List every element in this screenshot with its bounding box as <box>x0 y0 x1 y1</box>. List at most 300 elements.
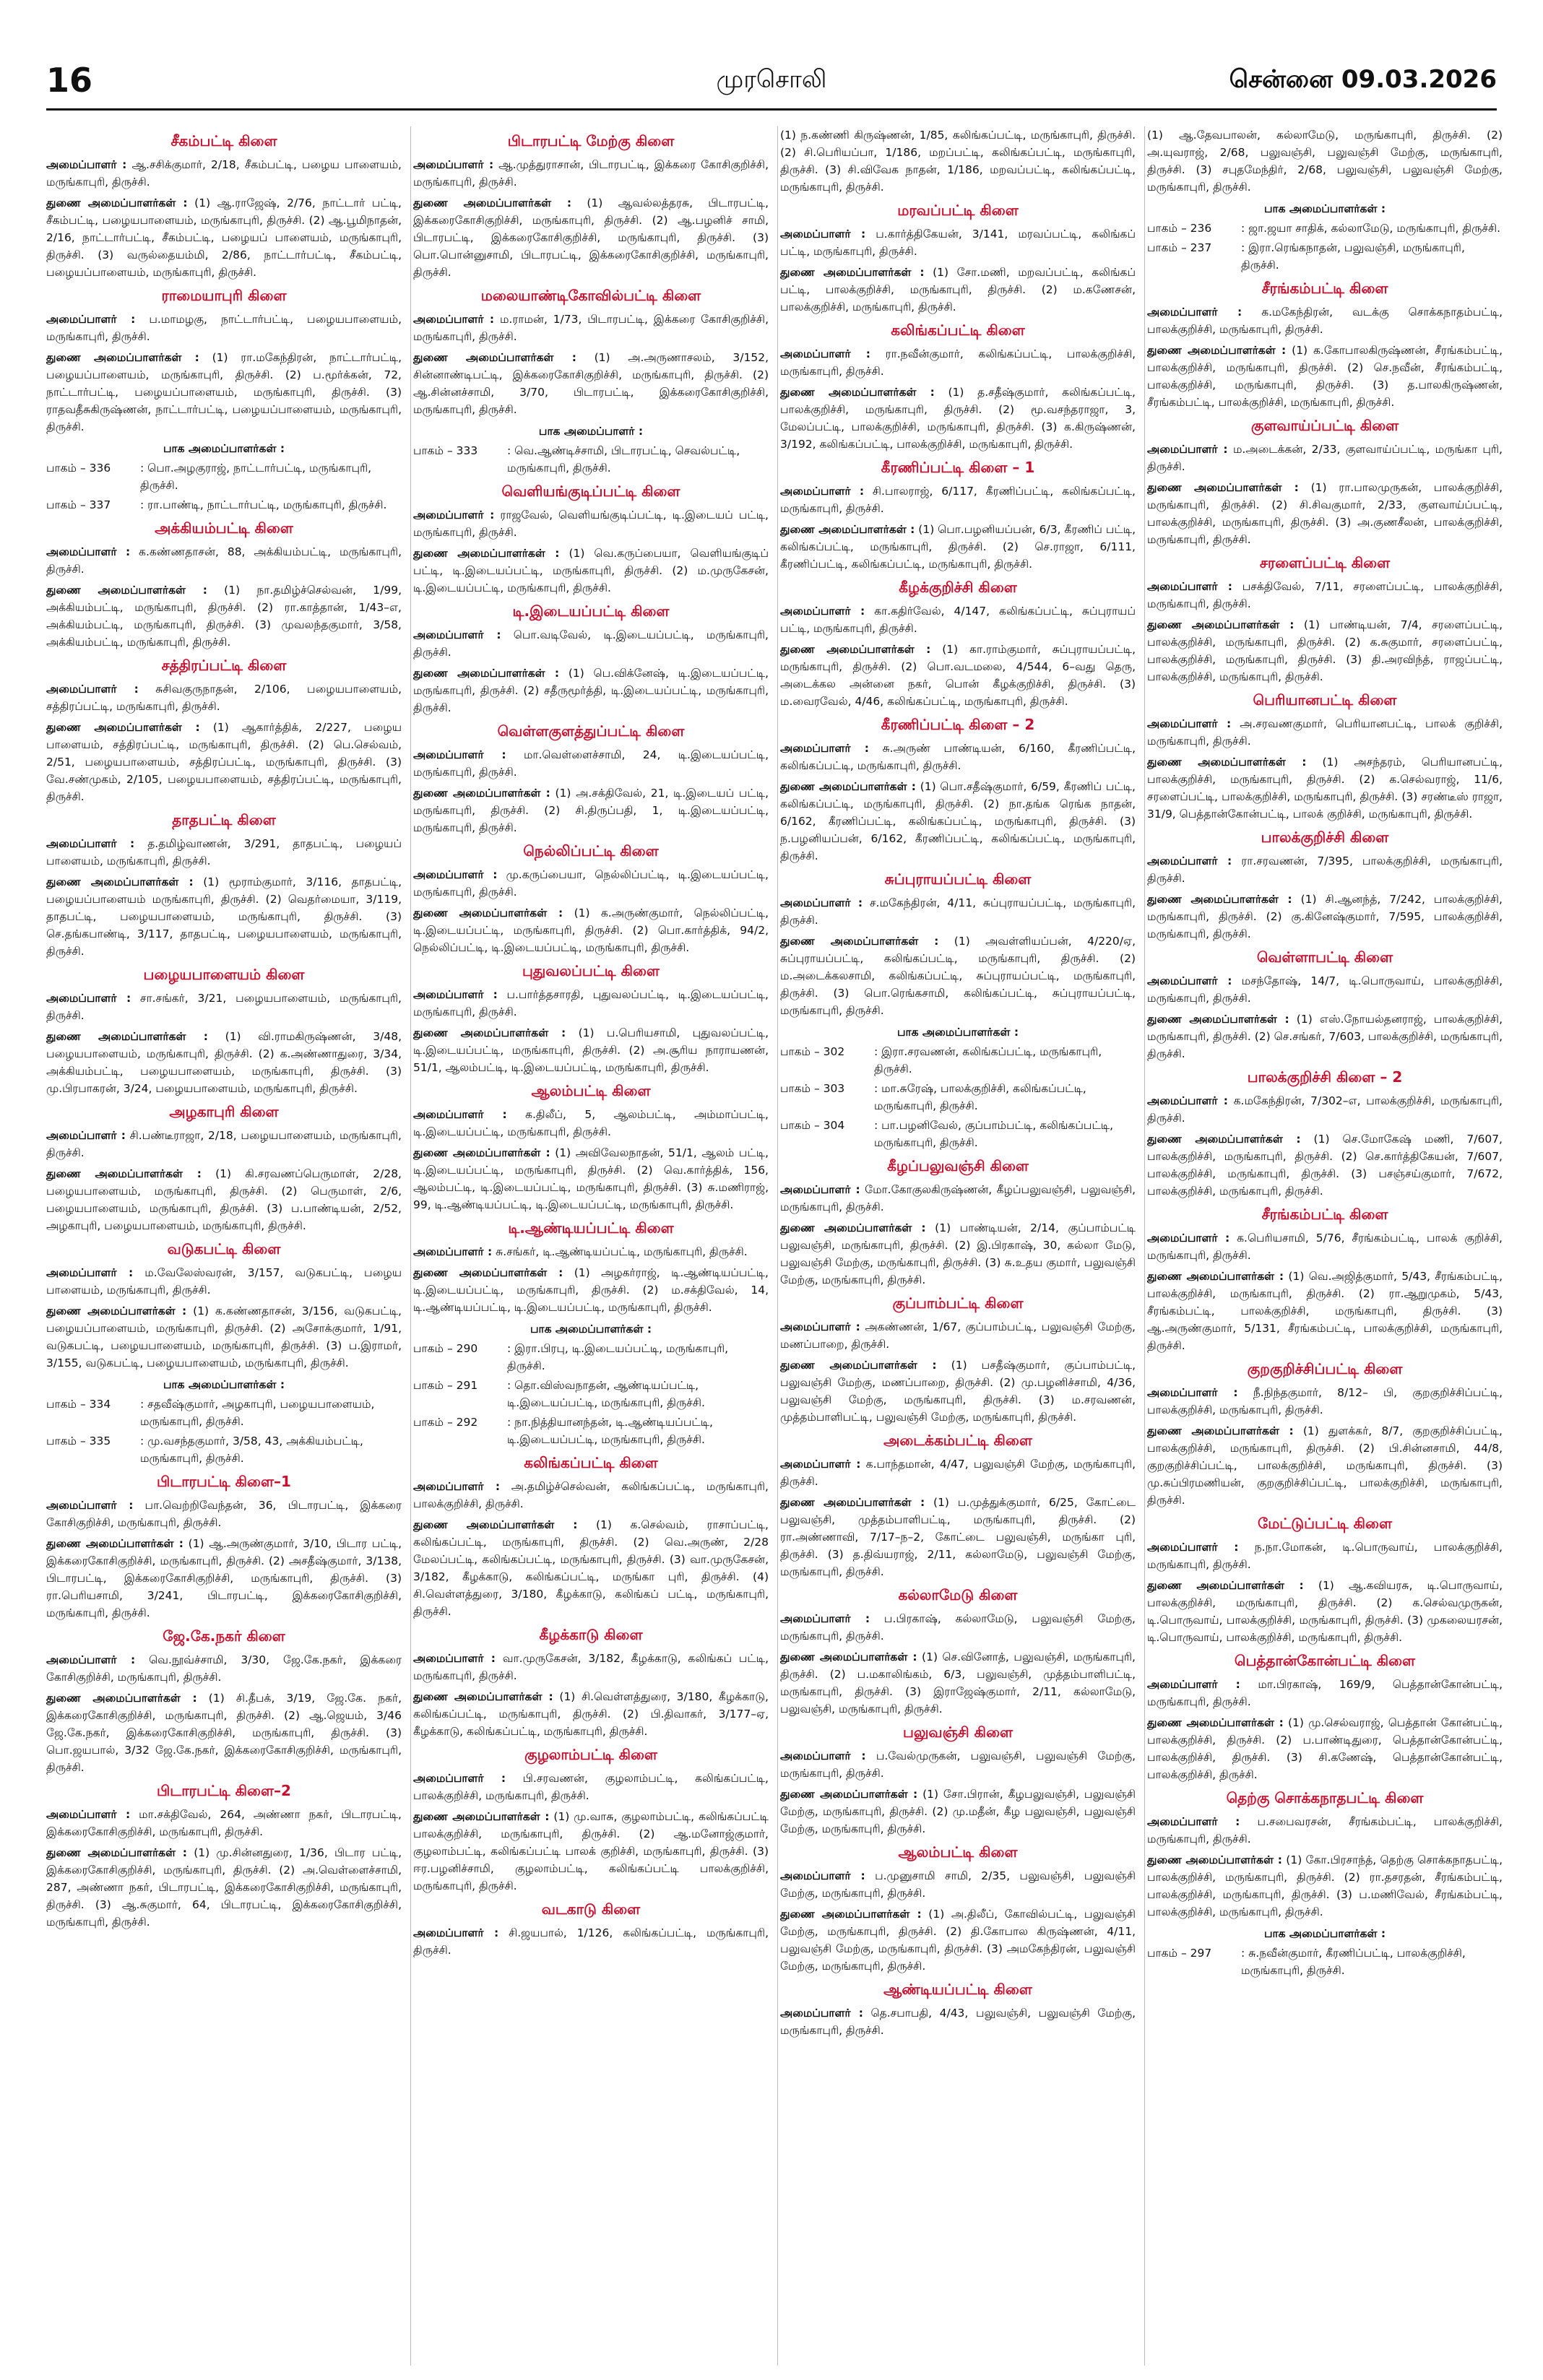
deputy-text: (1) அ.சக்திவேல், 21, டி.இடையப் பட்டி, மருங்காபுரி, திருச்சி. (2) சி.திருப்பதி, 1, டி.இடையப்பட்டி, மருங்காபுரி, திருச்சி. <box>413 787 769 834</box>
organizer-label: அமைப்பாளர் : <box>413 1652 496 1665</box>
deputy-entry <box>46 1302 402 1372</box>
column-divider <box>410 126 411 2366</box>
deputy-label: துணை அமைப்பாளர்கள் : <box>1147 1013 1289 1026</box>
organizer-text: சி.பண்டீராஜா, 2/18, பழையபாளையம், மருங்காபுரி, திருச்சி. <box>46 1129 402 1159</box>
branch-section <box>413 1219 769 1448</box>
branch-section <box>46 1240 402 1467</box>
deputy-entry <box>780 778 1136 865</box>
organizer-entry <box>780 1747 1136 1782</box>
branch-title: கீரணிப்பட்டி கிளை – 2 <box>881 716 1035 733</box>
deputy-entry <box>1147 342 1503 411</box>
deputy-label: துணை அமைப்பாளர்கள் : <box>1147 1853 1283 1866</box>
organizer-text: த.தமிழ்வாணன், 3/291, தாதபட்டி, பழையப் பாளையம், மருங்காபுரி, திருச்சி. <box>46 837 402 867</box>
organizer-text: ப.சபைவரசன், சீரங்கம்பட்டி, பாலக்குறிச்சி, மருங்காபுரி, திருச்சி. <box>1147 1815 1503 1845</box>
branch-title: குழலாம்பட்டி கிளை <box>524 1746 657 1763</box>
part-organizer: : இரா.பிரபு, டி.இடையப்பட்டி, மருங்காபுரி, திருச்சி. <box>507 1342 729 1372</box>
organizer-text: ம.வேலேஸ்வரன், 3/157, வடுகபட்டி, பழைய பாளையம், மருங்காபுரி, திருச்சி. <box>46 1266 402 1297</box>
organizer-label: அமைப்பாளர் : <box>1147 1232 1230 1245</box>
deputy-label: துணை அமைப்பாளர்கள் : <box>46 875 194 888</box>
deputy-label: துணை அமைப்பாளர்கள் : <box>46 351 199 364</box>
deputy-text: (1) பாண்டியன், 2/14, குப்பாம்பட்டி பலுவஞ்சி, மருங்காபுரி, திருச்சி. (2) இ.பிரகாஷ், 30, கல்லா மேடு, பலுவஞ்சி மேற்கு, மருங்காபுரி, திருச்சி. (3) சு.உதய குமார், பலுவஞ்சி மேற்கு, மருங்காபுரி, திருச்சி. <box>780 1221 1136 1286</box>
deputy-entry <box>413 665 769 717</box>
branch-title: ராமையாபுரி கிளை <box>161 287 287 304</box>
organizer-entry <box>1147 1539 1503 1573</box>
branch-section <box>780 459 1136 573</box>
organizer-label: அமைப்பாளர் : <box>413 1772 506 1785</box>
deputy-text: (1) சி.தீபக், 3/19, ஜே.கே. நகர், இக்கரைகோசிகுறிச்சி, மருங்காபுரி, திருச்சி. (2) ஆ.ஜெயம், 3/46 ஜே.கே.நகர், இக்கரைகோசிகுறிச்சி, மருங்காபுரி, திருச்சி. (3) பொ.ஜயபால், 3/32 ஜே.கே.நகர், இக்கரைகோசிகுறிச்சி, மருங்காபுரி, திருச்சி. <box>46 1692 402 1774</box>
branch-title: வடகாடு கிளை <box>541 1900 641 1918</box>
branch-title: சத்திரப்பட்டி கிளை <box>161 657 287 674</box>
deputy-text: (1) க.கோபாலகிருஷ்ணன், சீரங்கம்பட்டி, பாலக்குறிச்சி, மருங்காபுரி, திருச்சி. (2) செ.நவீன், சீரங்கம்பட்டி, பாலக்குறிச்சி, மருங்காபுரி, திருச்சி. (3) த.பாலகிருஷ்ணன், சீரங்கம்பட்டி, பாலக்குறிச்சி, மருங்காபுரி, திருச்சி. <box>1147 344 1503 409</box>
part-row <box>413 1340 769 1375</box>
organizer-label: அமைப்பாளர் : <box>1147 580 1233 593</box>
organizer-label: அமைப்பாளர் : <box>1147 1678 1240 1691</box>
organizer-text: க.மகேந்திரன், வடக்கு சொக்கநாதம்பட்டி, பாலக்குறிச்சி, மருங்காபுரி, திருச்சி. <box>1147 306 1503 336</box>
organizer-label: அமைப்பாளர் : <box>1147 974 1232 987</box>
part-organizer: : இரா.ரெங்கநாதன், பலுவஞ்சி, மருங்காபுரி, திருச்சி. <box>1241 241 1465 272</box>
deputy-label: துணை அமைப்பாளர்கள் : <box>1147 1270 1284 1283</box>
organizer-entry <box>413 311 769 345</box>
deputy-entry <box>780 384 1136 453</box>
deputy-label: துணை அமைப்பாளர்கள் : <box>780 1221 926 1234</box>
organizer-entry <box>780 1610 1136 1645</box>
deputy-entry <box>46 873 402 960</box>
organizer-text: ராஜவேல், வெளியங்குடிப்பட்டி, டி.இடையப் பட்டி, மருங்காபுரி, திருச்சி. <box>413 509 769 539</box>
deputy-text: (1) சி.வெள்ளத்துரை, 3/180, கீழக்காடு, கலிங்கப்பட்டி, மருங்காபுரி, திருச்சி. (2) பி.திவாகர், 3/177–ஏ, கீழக்காடு, கலிங்கப்பட்டி, மருங்காபுரி, திருச்சி. <box>413 1690 769 1738</box>
organizer-text: ம.ராமன், 1/73, பிடாரபட்டி, இக்கரை கோசிகுறிச்சி, மருங்காபுரி, திருச்சி. <box>413 313 769 343</box>
organizer-text: அ.தமிழ்ச்செல்வன், கலிங்கப்பட்டி, மருங்காபுரி, பாலக்குறிச்சி, திருச்சி. <box>413 1480 769 1510</box>
branch-title: கலிங்கப்பட்டி கிளை <box>524 1454 658 1471</box>
deputy-text: (1) பசதீஷ்குமார், குப்பாம்பட்டி, பலுவஞ்சி மேற்கு, மணப்பாறை, திருச்சி. (2) மு.பழனிச்சாமி, 4/36, பலுவஞ்சி மேற்கு, மருங்காபுரி, திருச்சி. (3) ம.சரவணன், முத்தம்பாளிபட்டி, பலுவஞ்சி மேற்கு, மருங்காபுரி, திருச்சி. <box>780 1359 1136 1424</box>
deputy-text: (1) அ.திலீப், கோவில்பட்டி, பலுவஞ்சி மேற்கு, மருங்காபுரி, திருச்சி. (2) தி.கோபால கிருஷ்ணன், 4/11, பலுவஞ்சி மேற்கு, மருங்காபுரி, திருச்சி. (3) அமகேந்திரன், பலுவஞ்சி மேற்கு, மருங்காபுரி, திருச்சி. <box>780 1908 1136 1973</box>
organizer-entry <box>1147 852 1503 887</box>
deputy-label: துணை அமைப்பாளர்கள் : <box>1147 618 1295 631</box>
organizer-text: அகண்ணன், 1/67, குப்பாம்பட்டி, பலுவஞ்சி மேற்கு, மணப்பாறை, திருச்சி. <box>780 1320 1136 1351</box>
deputy-entry <box>780 932 1136 1019</box>
deputy-entry <box>413 1024 769 1076</box>
page-number: 16 <box>46 61 93 100</box>
organizer-text: ரா.சரவணன், 7/395, பாலக்குறிச்சி, மருங்காபுரி, திருச்சி. <box>1147 854 1503 885</box>
organizer-label: அமைப்பாளர் : <box>780 1458 861 1471</box>
deputy-text: (1) ஆவல்லத்தரசு, பிடாரபட்டி, இக்கரைகோசிகுறிச்சி, மருங்காபுரி, திருச்சி. (2) ஆ.பழனிச் சாமி, பிடாரபட்டி, இக்கரைகோசிகுறிச்சி, மருங்காபுரி, திருச்சி. (3) பொ.பொன்னுசாமி, பிடாரபட்டி, இக்கரைகோசிகுறிச்சி, மருங்காபுரி, திருச்சி. <box>413 196 769 279</box>
branch-section <box>780 870 1136 1151</box>
part-organizer: : வெ.ஆண்டிச்சாமி, பிடாரபட்டி, செவல்பட்டி, மருங்காபுரி, திருச்சி. <box>507 444 740 475</box>
branch-section <box>46 1103 402 1234</box>
organizer-label: அமைப்பாளர் : <box>413 1480 501 1493</box>
deputy-text: (1) செ.மோகேஷ் மணி, 7/607, பாலக்குறிச்சி, மருங்காபுரி, திருச்சி. (2) செ.கார்த்திகேயன், 7/607, பாலக்குறிச்சி, மருங்காபுரி, திருச்சி. (3) பசஞ்சய்குமார், 7/672, பாலக்குறிச்சி, மருங்காபுரி, திருச்சி. <box>1147 1133 1503 1198</box>
organizer-label: அமைப்பாளர் : <box>413 868 498 881</box>
organizer-text: மா.பிரகாஷ், 169/9, பெத்தான்கோன்பட்டி, மருங்காபுரி, திருச்சி. <box>1147 1678 1503 1708</box>
organizer-label: அமைப்பாளர் : <box>780 896 863 909</box>
deputy-entry <box>413 904 769 956</box>
organizer-entry <box>780 1181 1136 1216</box>
deputy-label: துணை அமைப்பாளர்கள் : <box>780 386 935 399</box>
part-row <box>1147 220 1503 237</box>
organizer-text: சா.சங்கர், 3/21, பழையபாளையம், மருங்காபுரி, திருச்சி. <box>46 992 402 1022</box>
organizer-text: ப.கார்த்திகேயன், 3/141, மரவப்பட்டி, கலிங்கப் பட்டி, மருங்காபுரி, திருச்சி. <box>780 228 1136 258</box>
branch-section <box>780 202 1136 316</box>
organizer-label: அமைப்பாளர் : <box>780 1183 860 1196</box>
branch-title: கீழக்காடு கிளை <box>539 1626 643 1643</box>
deputy-entry <box>46 194 402 281</box>
part-organizer: : தொ.விஸ்வநாதன், ஆண்டியப்பட்டி, டி.இடையப்பட்டி, மருங்காபுரி, திருச்சி. <box>507 1379 705 1409</box>
branch-section <box>780 579 1136 710</box>
deputy-text: (1) ந.கண்ணி கிருஷ்ணன், 1/85, கலிங்கப்பட்டி, மருங்காபுரி, திருச்சி. (2) சி.பெரியப்பா, 1/186, மறப்பட்டி, கலிங்கப்பட்டி, மருங்காபுரி, திருச்சி. (3) சி.விவேக நாதன், 1/186, மறவப்பட்டி, கலிங்கப்பட்டி, மருங்காபுரி, திருச்சி. <box>780 129 1136 194</box>
part-heading: பாக அமைப்பாளர்கள் : <box>530 1323 652 1336</box>
branch-title: அக்கியம்பட்டி கிளை <box>155 519 293 537</box>
branch-title: வெளியங்குடிப்பட்டி கிளை <box>501 483 680 500</box>
organizer-entry <box>46 680 402 715</box>
organizer-entry <box>46 1127 402 1161</box>
branch-section <box>46 1627 402 1776</box>
deputy-text: (1) கா.ராம்குமார், சுப்புராயப்பட்டி, மருங்காபுரி, திருச்சி. (2) பொ.வடமலை, 4/544, 6–வது தெரு, அடைக்கல அன்னை நகர், பொன் கீழக்குறிச்சி, திருச்சி. (3) ம.வைரவேல், 4/46, கலிங்கப்பட்டி, மருங்காபுரி, திருச்சி. <box>780 643 1136 708</box>
deputy-text: (1) மு.செல்வராஜ், பெத்தான் கோன்பட்டி, பாலக்குறிச்சி, திருச்சி. (2) ப.பாண்டிதுரை, பெத்தான்கோன்பட்டி, பாலக்குறிச்சி, திருச்சி. (3) சி.கணேஷ், பெத்தான்கோன்பட்டி, பாலக்குறிச்சி, திருச்சி. <box>1147 1716 1503 1781</box>
deputy-label: துணை அமைப்பாளர்கள் : <box>46 196 188 209</box>
deputy-entry <box>1147 616 1503 685</box>
organizer-entry <box>413 866 769 901</box>
organizer-label: அமைப்பாளர் : <box>413 988 498 1001</box>
branch-title: குளவாய்ப்பட்டி கிளை <box>1250 417 1399 434</box>
deputy-text: (1) க.கண்ணதாசன், 3/156, வடுகபட்டி, பழையப்பாளையம், மருங்காபுரி, திருச்சி. (2) அசோக்குமார், 1/91, வடுகபட்டி, பழையபாளையம், மருங்காபுரி, திருச்சி. (3) ப.இராமர், 3/155, வடுகபட்டி, பழையபாளையம், மருங்காபுரி, திருச்சி. <box>46 1304 402 1369</box>
part-number: பாகம் – 302 <box>780 1045 845 1058</box>
deputy-label: துணை அமைப்பாளர்கள் : <box>46 1030 208 1043</box>
organizer-text: மசந்தோஷ், 14/7, டி.பொருவாய், பாலக்குறிச்சி, மருங்காபுரி, திருச்சி. <box>1147 974 1503 1005</box>
deputy-label: துணை அமைப்பாளர்கள் : <box>780 935 939 948</box>
deputy-label: துணை அமைப்பாளர்கள் : <box>46 1167 202 1180</box>
branch-section <box>46 966 402 1097</box>
branch-section <box>780 1586 1136 1718</box>
organizer-text: ப.பார்த்தசாரதி, புதுவலப்பட்டி, டி.இடையப்பட்டி, மருங்காபுரி, திருச்சி. <box>413 988 769 1018</box>
part-row <box>413 1377 769 1411</box>
branch-title: பெரியானபட்டி கிளை <box>1253 691 1397 709</box>
deputy-entry <box>413 784 769 836</box>
deputy-label: துணை அமைப்பாளர்கள் : <box>46 721 200 734</box>
deputy-entry <box>1147 479 1503 548</box>
organizer-entry <box>413 986 769 1021</box>
organizer-text: மா.சக்திவேல், 264, அண்ணா நகர், பிடாரபட்டி, இக்கரைகோசிகுறிச்சி, மருங்காபுரி, திருச்சி. <box>46 1808 402 1838</box>
organizer-entry <box>1147 1813 1503 1848</box>
organizer-label: அமைப்பாளர் : <box>46 837 135 850</box>
deputy-text: (1) பாண்டியன், 7/4, சரளைப்பட்டி, பாலக்குறிச்சி, மருங்காபுரி, திருச்சி. (2) க.சுகுமார், சரளைப்பட்டி, பாலக்குறிச்சி, மருங்காபுரி, திருச்சி. (3) தி.அரவிந்த், ராஜப்பட்டி, பாலக்குறிச்சி, மருங்காபுரி, திருச்சி. <box>1147 618 1503 683</box>
organizer-text: அ.சரவணகுமார், பெரியானபட்டி, பாலக் குறிச்சி, மருங்காபுரி, திருச்சி. <box>1147 717 1503 748</box>
branch-section <box>1147 691 1503 823</box>
deputy-label: துணை அமைப்பாளர்கள் : <box>780 266 925 279</box>
organizer-label: அமைப்பாளர் : <box>1147 717 1232 730</box>
deputy-label: துணை அமைப்பாளர்கள் : <box>413 1810 550 1823</box>
deputy-text: (1) பெ.விக்னேஷ், டி.இடையப்பட்டி, மருங்காபுரி, திருச்சி. (2) சதீருமூர்த்தி, டி.இடையப்பட்டி, மருங்காபுரி, திருச்சி. <box>413 667 769 714</box>
deputy-entry <box>1147 1577 1503 1646</box>
organizer-label: அமைப்பாளர் : <box>46 1266 134 1279</box>
deputy-entry <box>46 1535 402 1622</box>
part-number: பாகம் – 337 <box>46 498 111 511</box>
deputy-entry <box>780 641 1136 710</box>
organizer-label: அமைப்பாளர் : <box>413 509 495 522</box>
organizer-text: தெ.சபாபதி, 4/43, பலுவஞ்சி, பலுவஞ்சி மேற்கு, மருங்காபுரி, திருச்சி. <box>780 2007 1136 2037</box>
organizer-label: அமைப்பாளர் : <box>46 992 131 1005</box>
deputy-entry <box>46 1844 402 1931</box>
part-heading: பாக அமைப்பாளர்கள் : <box>896 1026 1019 1039</box>
deputy-text: (1) ஆ.கவியரசு, டி.பொருவாய், பாலக்குறிச்சி, மருங்காபுரி, திருச்சி. (2) க.செல்வமுருகன், டி.பொருவாய், பாலக்குறிச்சி, மருங்காபுரி, திருச்சி. (3) முகலையரசன், டி.பொருவாய், பாலக்குறிச்சி, மருங்காபுரி, திருச்சி. <box>1147 1579 1503 1644</box>
deputy-text: (1) மு.வாசு, குழலாம்பட்டி, கலிங்கப்பட்டி பாலக்குறிச்சி, மருங்காபுரி, திருச்சி. (2) ஆ.மனோஜ்குமார், குழலாம்பட்டி, கலிங்கப்பட்டி பாலக் குறிச்சி, மருங்காபுரி, திருச்சி. (3) ஈர.பழனிச்சாமி, குழலாம்பட்டி, கலிங்கப்பட்டி பாலக்குறிச்சி, மருங்காபுரி, திருச்சி. <box>413 1810 769 1892</box>
organizer-entry <box>413 1650 769 1684</box>
organizer-entry <box>780 1455 1136 1490</box>
organizer-label: அமைப்பாளர் : <box>46 313 136 326</box>
deputy-text: (1) அவிவேலநாதன், 51/1, ஆலம் பட்டி, டி.இடையப்பட்டி, மருங்காபுரி, திருச்சி. (2) வெ.கார்த்திக், 156, ஆலம்பட்டி, டி.இடையப்பட்டி, மருங்காபுரி, திருச்சி. (3) சு.மணிராஜ், 99, டி.ஆண்டியப்பட்டி, டி.இடையப்பட்டி, மருங்காபுரி, திருச்சி. <box>413 1146 769 1211</box>
organizer-label: அமைப்பாளர் : <box>780 1869 865 1882</box>
organizer-entry <box>413 1924 769 1959</box>
part-organizer: : ஜா.ஜயா சாதிக், கல்லாமேடு, மருங்காபுரி, திருச்சி. <box>1241 222 1501 235</box>
deputy-text: (1) அழகர்ராஜ், டி.ஆண்டியப்பட்டி, டி.இடையப்பட்டி, மருங்காபுரி, திருச்சி. (2) ம.சக்திவேல், 14, டி.ஆண்டியப்பட்டி, டி.இடையப்பட்டி, மருங்காபுரி, திருச்சி. <box>413 1266 769 1314</box>
organizer-label: அமைப்பாளர் : <box>413 1926 499 1939</box>
deputy-label: துணை அமைப்பாளர்கள் : <box>46 1537 183 1550</box>
organizer-text: ம.அடைக்கன், 2/33, குளவாய்ப்பட்டி, மருங்கா புரி, திருச்சி. <box>1147 443 1503 473</box>
branch-section <box>1147 126 1503 274</box>
deputy-label: துணை அமைப்பாளர்கள் : <box>413 547 560 560</box>
deputy-label: துணை அமைப்பாளர்கள் : <box>780 1359 937 1372</box>
branch-title: பாலக்குறிச்சி கிளை – 2 <box>1247 1068 1403 1086</box>
branch-title: டி.இடையப்பட்டி கிளை <box>512 602 670 620</box>
branch-section <box>780 1157 1136 1289</box>
organizer-entry <box>780 483 1136 517</box>
deputy-entry <box>46 349 402 436</box>
dateline: சென்னை 09.03.2026 <box>1229 65 1497 94</box>
branch-title: தாதபட்டி கிளை <box>172 811 276 828</box>
organizer-text: ப.வேல்முருகன், பலுவஞ்சி, பலுவஞ்சி மேற்கு, மருங்காபுரி, திருச்சி. <box>780 1749 1136 1780</box>
part-number: பாகம் – 336 <box>46 462 111 475</box>
organizer-entry <box>413 156 769 191</box>
organizer-text: பா.வெற்றிவேந்தன், 36, பிடாரபட்டி, இக்கரை கோசிகுறிச்சி, மருங்காபுரி, திருச்சி. <box>46 1499 402 1529</box>
deputy-label: துணை அமைப்பாளர்கள் : <box>1147 1716 1284 1729</box>
column-divider <box>777 126 778 2366</box>
organizer-entry <box>1147 1092 1503 1127</box>
organizer-label: அமைப்பாளர் : <box>780 228 866 241</box>
branch-section <box>413 722 769 836</box>
organizer-text: மா.வெள்ளைச்சாமி, 24, டி.இடையப்பட்டி, மருங்காபுரி, திருச்சி. <box>413 748 769 779</box>
deputy-entry <box>413 1808 769 1895</box>
deputy-label: துணை அமைப்பாளர்கள் : <box>413 351 576 364</box>
part-row <box>780 1080 1136 1115</box>
organizer-label: அமைப்பாளர் : <box>780 1612 870 1625</box>
deputy-entry <box>46 1028 402 1097</box>
branch-title: கீழப்பலுவஞ்சி கிளை <box>887 1157 1029 1174</box>
deputy-text: (1) கோ.பிரசாந்த், தெற்கு சொக்கநாதபட்டி, பாலக்குறிச்சி, மருங்காபுரி, திருச்சி. (2) ரா.தசரதன், சீரங்கம்பட்டி, பாலக்குறிச்சி, மருங்காபுரி, திருச்சி. (3) ப.மணிவேல், சீரங்கம்பட்டி, பாலக்குறிச்சி, மருங்காபுரி, திருச்சி. <box>1147 1853 1503 1918</box>
part-organizer: : சு.நவீன்குமார், கீரணிப்பட்டி, பாலக்குறிச்சி, மருங்காபுரி, திருச்சி. <box>1241 1947 1466 1977</box>
part-number: பாகம் – 290 <box>413 1342 478 1355</box>
deputy-entry <box>1147 126 1503 196</box>
organizer-entry <box>780 225 1136 260</box>
organizer-label: அமைப்பாளர் : <box>780 2007 863 2020</box>
organizer-label: அமைப்பாளர் : <box>413 1108 507 1121</box>
organizer-text: சு.சங்கர், டி.ஆண்டியப்பட்டி, மருங்காபுரி, திருச்சி. <box>496 1245 748 1258</box>
branch-section <box>413 1454 769 1620</box>
organizer-entry <box>1147 972 1503 1007</box>
deputy-label: துணை அமைப்பாளர்கள் : <box>1147 1579 1304 1592</box>
deputy-entry <box>780 1905 1136 1975</box>
branch-section <box>413 842 769 956</box>
deputy-label: துணை அமைப்பாளர்கள் : <box>46 1304 187 1317</box>
part-organizer: : மா.சுரேஷ், பாலக்குறிச்சி, கலிங்கப்பட்டி, மருங்காபுரி, திருச்சி. <box>874 1082 1086 1112</box>
branch-section <box>1147 554 1503 685</box>
organizer-text: க.திலீப், 5, ஆலம்பட்டி, அம்மாப்பட்டி, டி.இடையப்பட்டி, மருங்காபுரி, திருச்சி. <box>413 1108 769 1138</box>
part-number: பாகம் – 236 <box>1147 222 1212 235</box>
deputy-label: துணை அமைப்பாளர்கள் : <box>413 906 563 919</box>
part-organizer: : நா.நித்தியானந்தன், டி.ஆண்டியப்பட்டி, டி.இடையப்பட்டி, மருங்காபுரி, திருச்சி. <box>507 1416 713 1446</box>
branch-section <box>780 1843 1136 1975</box>
organizer-text: க.பாந்தமான், 4/47, பலுவஞ்சி மேற்கு, மருங்காபுரி, திருச்சி. <box>780 1458 1136 1488</box>
organizer-entry <box>413 1106 769 1141</box>
deputy-text: (1) ரா.மகேந்திரன், நாட்டார்பட்டி, பழையப்பாளையம், மருங்காபுரி, திருச்சி. (2) ப.மூர்க்கன், 72, நாட்டார்பட்டி, பழையப்பாளையம், மருங்காபுரி, திருச்சி. (3) ராதவதீசுகிருஷ்ணன், நாட்டார்பட்டி, பழையப்பாளையம், மருங்காபுரி, திருச்சி. <box>46 351 402 433</box>
organizer-label: அமைப்பாளர் : <box>46 1499 134 1512</box>
deputy-label: துணை அமைப்பாளர்கள் : <box>413 667 560 680</box>
branch-section <box>1147 1206 1503 1354</box>
organizer-label: அமைப்பாளர் : <box>413 313 495 326</box>
deputy-entry <box>413 1144 769 1213</box>
organizer-label: அமைப்பாளர் : <box>780 1749 866 1762</box>
deputy-text: (1) துளக்கர், 8/7, குறகுறிச்சிப்பட்டி, பாலக்குறிச்சி, மருங்காபுரி, திருச்சி. (2) பி.சின்னசாமி, 44/8, குறகுறிச்சிப்பட்டி, பாலக்குறிச்சி, மருங்காபுரி, திருச்சி. (3) மு.சுப்பிரமணியன், குறகுறிச்சிப்பட்டி, பாலக்குறிச்சி, மருங்காபுரி, திருச்சி. <box>1147 1424 1503 1507</box>
organizer-entry <box>46 311 402 345</box>
branch-section <box>46 1782 402 1931</box>
deputy-text: (1) சி.ஆனந்த், 7/242, பாலக்குறிச்சி, மருங்காபுரி, திருச்சி. (2) கு.கினேஷ்குமார், 7/595, பாலக்குறிச்சி, மருங்காபுரி, திருச்சி. <box>1147 893 1503 940</box>
organizer-entry <box>46 835 402 870</box>
organizer-text: நீ.நிந்தகுமார், 8/12– பி, குறகுறிச்சிப்பட்டி, பாலக்குறிச்சி, மருங்காபுரி, திருச்சி. <box>1147 1386 1503 1416</box>
organizer-text: சு.அருண் பாண்டியன், 6/160, கீரணிப்பட்டி, கலிங்கப்பட்டி, மருங்காபுரி, திருச்சி. <box>780 742 1136 772</box>
organizer-text: ப.மாமழகு, நாட்டார்பட்டி, பழையபாளையம், மருங்காபுரி, திருச்சி. <box>46 313 402 343</box>
deputy-entry <box>46 581 402 651</box>
organizer-entry <box>780 894 1136 929</box>
deputy-entry <box>1147 753 1503 823</box>
organizer-text: க.பெரியசாமி, 5/76, சீரங்கம்பட்டி, பாலக் குறிச்சி, மருங்காபுரி, திருச்சி. <box>1147 1232 1503 1262</box>
organizer-entry <box>1147 1229 1503 1264</box>
deputy-label: துணை அமைப்பாளர்கள் : <box>1147 344 1287 357</box>
branch-section <box>1147 948 1503 1063</box>
organizer-entry <box>1147 715 1503 750</box>
deputy-label: துணை அமைப்பாளர்கள் : <box>46 584 207 597</box>
deputy-text: (1) வி.ராமகிருஷ்ணன், 3/48, பழையபாளையம், மருங்காபுரி, திருச்சி. (2) க.அண்ணாதுரை, 3/34, அக்கியம்பட்டி, பழையபாளையம், மருங்காபுரி, திருச்சி. (3) மு.பிரபாகரன், 3/24, பழையபாளையம், மருங்காபுரி, திருச்சி. <box>46 1030 402 1095</box>
deputy-entry <box>413 349 769 418</box>
part-organizer: : இரா.சரவணன், கலிங்கப்பட்டி, மருங்காபுரி, திருச்சி. <box>874 1045 1102 1076</box>
branch-section <box>1147 1068 1503 1200</box>
organizer-entry <box>46 1806 402 1840</box>
organizer-entry <box>413 746 769 781</box>
deputy-text: (1) அ.அருணாசலம், 3/152, சின்னாண்டிபட்டி, இக்கரைகோசிகுறிச்சி, மருங்காபுரி, திருச்சி. (2) ஆ.சின்னச்சாமி, 3/70, பிடாரபட்டி, இக்கரைகோசிகுறிச்சி, மருங்காபுரி, திருச்சி. <box>413 351 769 416</box>
branch-title: மலையாண்டிகோவில்பட்டி கிளை <box>480 287 701 304</box>
branch-section <box>413 1900 769 1959</box>
deputy-text: (1) க.அருண்குமார், நெல்லிப்பட்டி, டி.இடையப்பட்டி, மருங்காபுரி, திருச்சி. (2) பொ.கார்த்திக், 94/2, நெல்லிப்பட்டி, டி.இடையப்பட்டி, மருங்காபுரி, திருச்சி. <box>413 906 769 954</box>
deputy-entry <box>413 1264 769 1316</box>
deputy-entry <box>780 264 1136 316</box>
organizer-text: க.கண்ணதாசன், 88, அக்கியம்பட்டி, மருங்காபுரி, திருச்சி. <box>46 545 402 576</box>
part-row <box>1147 1944 1503 1979</box>
organizer-text: சி.ஜயபால், 1/126, கலிங்கப்பட்டி, மருங்காபுரி, திருச்சி. <box>413 1926 769 1957</box>
organizer-label: அமைப்பாளர் : <box>1147 1815 1240 1828</box>
organizer-entry <box>413 626 769 661</box>
branch-section <box>413 1626 769 1740</box>
branch-title: டி.ஆண்டியப்பட்டி கிளை <box>508 1219 674 1237</box>
branch-title: கலிங்கப்பட்டி கிளை <box>891 321 1025 339</box>
organizer-text: ப.முனுசாமி சாமி, 2/35, பலுவஞ்சி, பலுவஞ்சி மேற்கு, மருங்காபுரி, திருச்சி. <box>780 1869 1136 1900</box>
deputy-entry <box>780 1356 1136 1426</box>
deputy-label: துணை அமைப்பாளர்கள் : <box>413 787 550 800</box>
organizer-entry <box>1147 1676 1503 1710</box>
branch-section <box>780 716 1136 865</box>
organizer-entry <box>780 2004 1136 2039</box>
organizer-label: அமைப்பாளர் : <box>1147 1094 1228 1107</box>
organizer-entry <box>413 1478 769 1513</box>
branch-title: ஆலம்பட்டி கிளை <box>898 1843 1018 1861</box>
organizer-entry <box>46 1497 402 1531</box>
deputy-label: துணை அமைப்பாளர்கள் : <box>46 1692 197 1705</box>
branch-section <box>46 1473 402 1622</box>
branch-section <box>1147 1652 1503 1783</box>
deputy-label: துணை அமைப்பாளர்கள் : <box>780 1788 918 1801</box>
organizer-label: அமைப்பாளர் : <box>413 1245 493 1258</box>
organizer-label: அமைப்பாளர் : <box>1147 854 1232 867</box>
organizer-entry <box>413 1243 769 1260</box>
branch-title: புதுவலப்பட்டி கிளை <box>522 962 660 979</box>
deputy-text: (1) அசந்தரம், பெரியானபட்டி, பாலக்குறிச்சி, மருங்காபுரி, திருச்சி. (2) க.செல்வராஜ், 11/6, சரளைப்பட்டி, பாலக்குறிச்சி, மருங்காபுரி, திருச்சி. (3) சரண்டீஸ் ராஜா, 31/9, பெத்தான்கோன்பட்டி, பாலக் குறிச்சி, மருங்காபுரி, திருச்சி. <box>1147 756 1503 821</box>
branch-title: பலுவஞ்சி கிளை <box>902 1723 1013 1741</box>
deputy-label: துணை அமைப்பாளர்கள் : <box>1147 1133 1301 1146</box>
branch-title: கல்லாமேடு கிளை <box>898 1586 1018 1604</box>
part-number: பாகம் – 292 <box>413 1416 478 1429</box>
branch-title: வடுகபட்டி கிளை <box>167 1240 281 1258</box>
deputy-text: (1) நா.தமிழ்ச்செல்வன், 1/99, அக்கியம்பட்டி, மருங்காபுரி, திருச்சி. (2) ரா.காத்தான், 1/43–எ, அக்கியம்பட்டி, மருங்காபுரி, திருச்சி. (3) முவலந்தகுமார், 3/58, அக்கியம்பட்டி, மருங்காபுரி, திருச்சி. <box>46 584 402 649</box>
part-number: பாகம் – 333 <box>413 444 478 457</box>
part-number: பாகம் – 334 <box>46 1398 111 1411</box>
column-divider <box>1144 126 1145 2366</box>
branch-title: சீரங்கம்பட்டி கிளை <box>1261 1206 1388 1223</box>
deputy-text: (1) மூராம்குமார், 3/116, தாதபட்டி, பழையப்பாளையம் மருங்காபுரி, திருச்சி. (2) வெதர்மையா, 3/119, தாதபட்டி, பழையபாளையம், மருங்காபுரி, திருச்சி. (3) செ.தங்கபாண்டி, 3/117, தாதபட்டி, பழையபாளையம், மருங்காபுரி, திருச்சி. <box>46 875 402 958</box>
deputy-text: (1) வெ.கருப்பையா, வெளியங்குடிப் பட்டி, டி.இடையப்பட்டி, மருங்காபுரி, திருச்சி. (2) ம.முருகேசன், டி.இடையப்பட்டி, மருங்காபுரி, திருச்சி. <box>413 547 769 594</box>
deputy-entry <box>1147 1714 1503 1783</box>
deputy-text: (1) வெ.அஜித்குமார், 5/43, சீரங்கம்பட்டி, பாலக்குறிச்சி, மருங்காபுரி, திருச்சி. (2) ரா.ஆறுமுகம், 5/43, சீரங்கம்பட்டி, பாலக்குறிச்சி, மருங்காபுரி, திருச்சி. (3) ஆ.அருண்குமார், 5/131, சீரங்கம்பட்டி, பாலக்குறிச்சி, மருங்காபுரி, திருச்சி. <box>1147 1270 1503 1352</box>
organizer-entry <box>46 1264 402 1299</box>
part-organizer: : சதவீஷ்குமார், அழகாபுரி, பழையபாளையம், மருங்காபுரி, திருச்சி. <box>140 1398 375 1428</box>
part-organizer: : ரா.பாண்டி, நாட்டார்பட்டி, மருங்காபுரி, திருச்சி. <box>140 498 387 511</box>
organizer-label: அமைப்பாளர் : <box>413 628 501 641</box>
deputy-text: (1) மு.சின்னதுரை, 1/36, பிடார பட்டி, இக்கரைகோசிகுறிச்சி, மருங்காபுரி, திருச்சி. (2) அ.வெள்ளைச்சாமி, 287, அண்ணா நகர், பிடாரபட்டி, இக்கரைகோசிகுறிச்சி, மருங்காபுரி, திருச்சி. (3) ஆ.சுகுமார், 64, பிடாரபட்டி, இக்கரைகோசிகுறிச்சி, மருங்காபுரி, திருச்சி. <box>46 1846 402 1929</box>
deputy-entry <box>780 1648 1136 1718</box>
deputy-text: (1) சோ.மணி, மறவப்பட்டி, கலிங்கப் பட்டி, பாலக்குறிச்சி, மருங்காபுரி, திருச்சி. (2) ம.கணேசன், பாலக்குறிச்சி, மருங்காபுரி, திருச்சி. <box>780 266 1136 313</box>
part-number: பாகம் – 303 <box>780 1082 845 1095</box>
branch-title: குப்பாம்பட்டி கிளை <box>892 1294 1024 1312</box>
organizer-label: அமைப்பாளர் : <box>46 1653 136 1666</box>
deputy-text: (1) ஆ.அருண்குமார், 3/10, பிடார பட்டி, இக்கரைகோசிகுறிச்சி, மருங்காபுரி, திருச்சி. (2) அசதீஷ்குமார், 3/138, பிடாரபட்டி, இக்கரைகோசிகுறிச்சி, மருங்காபுரி, திருச்சி. (3) ரா.பெரியசாமி, 3/241, பிடாரபட்டி, இக்கரைகோசிகுறிச்சி, மருங்காபுரி, திருச்சி. <box>46 1537 402 1619</box>
organizer-text: ந.நா.மோகன், டி.பொருவாய், பாலக்குறிச்சி, மருங்காபுரி, திருச்சி. <box>1147 1541 1503 1571</box>
branch-section <box>46 132 402 281</box>
organizer-entry <box>780 740 1136 774</box>
organizer-entry <box>46 990 402 1024</box>
column-4 <box>1147 126 1503 2369</box>
organizer-entry <box>46 543 402 578</box>
part-heading: பாக அமைப்பாளர்கள் : <box>1263 202 1386 215</box>
organizer-label: அமைப்பாளர் : <box>1147 306 1242 319</box>
deputy-entry <box>1147 1011 1503 1063</box>
deputy-text: (1) செ.வினோத், பலுவஞ்சி, மருங்காபுரி, திருச்சி. (2) ப.மகாலிங்கம், 6/3, பலுவஞ்சி, முத்தம்பாளிபட்டி, மருங்காபுரி, திருச்சி. (3) இராஜேஷ்குமார், 2/11, கல்லாமேடு, பலுவஞ்சி, மருங்காபுரி, திருச்சி. <box>780 1650 1136 1715</box>
branch-title: வெள்ளகுளத்துப்பட்டி கிளை <box>497 722 685 740</box>
part-number: பாகம் – 335 <box>46 1435 111 1448</box>
branch-section <box>413 1082 769 1213</box>
part-number: பாகம் – 297 <box>1147 1947 1212 1960</box>
deputy-text: (1) க.செல்வம், ராசாப்பட்டி, கலிங்கப்பட்டி, மருங்காபுரி, திருச்சி. (2) வெ.அருண், 2/28 மேலப்பட்டி, கலிங்கப்பட்டி, மருங்காபுரி, திருச்சி. (3) வா.முருகேசன், 3/182, கீழக்காடு, கலிங்கப்பட்டி, மருங்கா புரி, திருச்சி. (4) சி.வெள்ளத்துரை, 3/180, கீழக்காடு, கலிங்கப் பட்டி, மருங்காபுரி, திருச்சி. <box>413 1518 769 1618</box>
part-heading: பாக அமைப்பாளர் : <box>538 425 644 438</box>
organizer-text: சுசிவகுருநாதன், 2/106, பழையபாளையம், சத்திரப்பட்டி, மருங்காபுரி, திருச்சி. <box>46 683 402 713</box>
organizer-text: கா.கதிர்வேல், 4/147, கலிங்கப்பட்டி, சுப்புராயப் பட்டி, மருங்காபுரி, திருச்சி. <box>780 605 1136 635</box>
deputy-label: துணை அமைப்பாளர்கள் : <box>780 1650 917 1663</box>
organizer-text: சி.பாலராஜ், 6/117, கீரணிப்பட்டி, கலிங்கப்பட்டி, மருங்காபுரி, திருச்சி. <box>780 485 1136 515</box>
deputy-label: துணை அமைப்பாளர்கள் : <box>413 1146 550 1159</box>
organizer-label: அமைப்பாளர் : <box>1147 1386 1238 1399</box>
